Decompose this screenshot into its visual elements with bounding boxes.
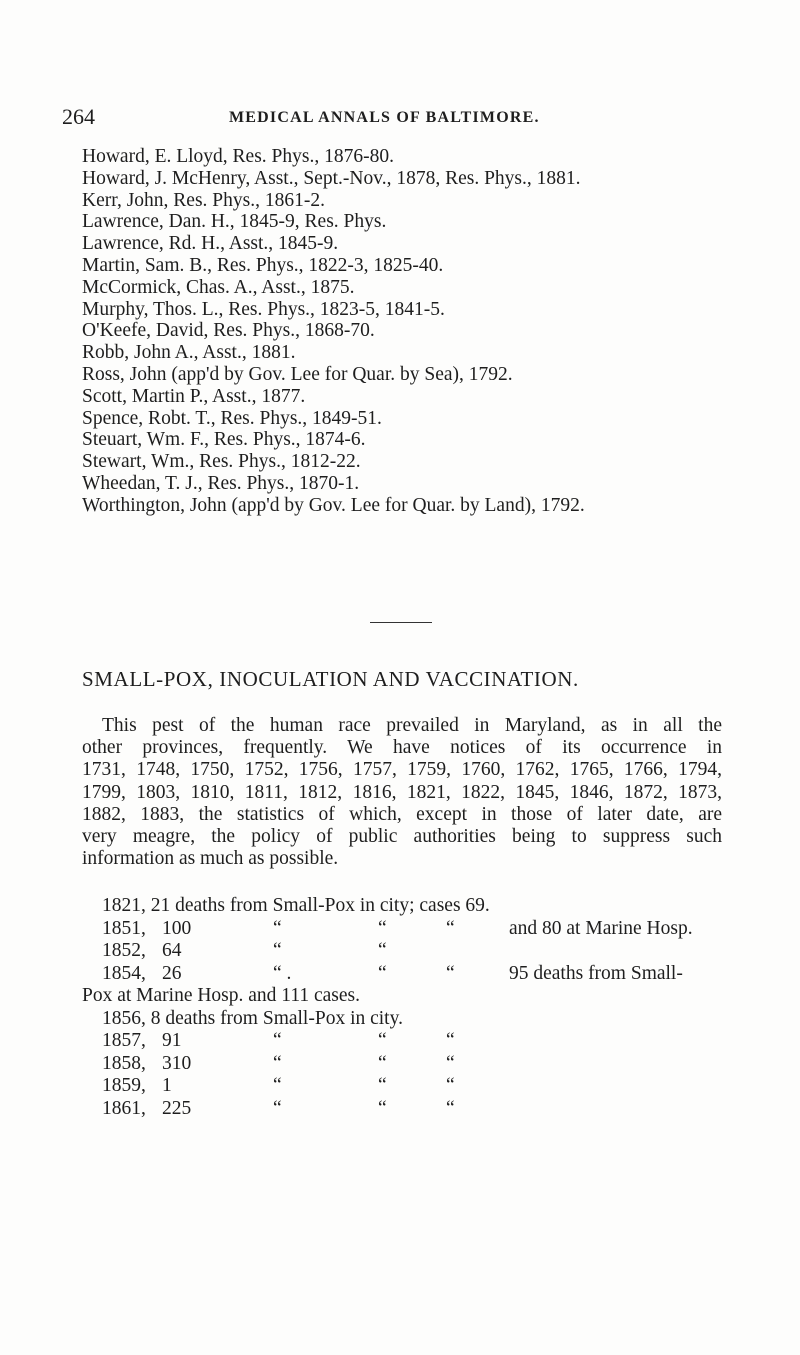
ditto-mark: “ bbox=[273, 917, 282, 939]
paragraph-line: very meagre, the policy of public authorities being to suppress such bbox=[82, 826, 722, 848]
ditto-mark: “ bbox=[446, 917, 455, 939]
stat-text: Pox at Marine Hosp. and 111 cases. bbox=[82, 985, 360, 1006]
paragraph-line: 1799, 1803, 1810, 1811, 1812, 1816, 1821, 1822, 1845, 1846, 1872, 1873, bbox=[82, 781, 722, 803]
roster-entry: Worthington, John (app'd by Gov. Lee for Quar. by Land), 1792. bbox=[82, 494, 585, 516]
section-divider-rule bbox=[370, 622, 432, 623]
roster-entry: Spence, Robt. T., Res. Phys., 1849-51. bbox=[82, 407, 382, 429]
ditto-mark: “ bbox=[273, 1075, 282, 1096]
stat-note: 95 deaths from Small- bbox=[509, 962, 683, 984]
ditto-mark: “ bbox=[378, 1030, 387, 1051]
ditto-mark: “ bbox=[446, 1097, 455, 1119]
stat-count: 310 bbox=[162, 1052, 192, 1074]
stat-text: 1856, 8 deaths from Small-Pox in city. bbox=[102, 1007, 403, 1029]
stat-year: 1851, bbox=[102, 917, 146, 939]
roster-entry: Martin, Sam. B., Res. Phys., 1822-3, 1825-40. bbox=[82, 254, 444, 276]
roster-entry: Ross, John (app'd by Gov. Lee for Quar. by Sea), 1792. bbox=[82, 363, 513, 385]
ditto-mark: “ bbox=[446, 1030, 455, 1051]
ditto-mark: “ bbox=[446, 1075, 455, 1096]
stat-line-1856 bbox=[82, 1008, 762, 1031]
stat-text: 1821, 21 deaths from Small-Pox in city; cases 69. bbox=[102, 895, 490, 916]
stat-row-1854 bbox=[82, 963, 762, 986]
paragraph-line: information as much as possible. bbox=[82, 848, 339, 870]
stat-year: 1859, bbox=[102, 1075, 146, 1096]
roster-entry: McCormick, Chas. A., Asst., 1875. bbox=[82, 276, 355, 298]
roster-entry: Howard, J. McHenry, Asst., Sept.-Nov., 1878, Res. Phys., 1881. bbox=[82, 167, 581, 189]
intro-paragraph bbox=[82, 715, 722, 870]
stat-year: 1854, bbox=[102, 962, 146, 984]
section-heading: SMALL-POX, INOCULATION AND VACCINATION. bbox=[82, 667, 579, 691]
ditto-mark: “ bbox=[273, 940, 282, 961]
roster-entry: Steuart, Wm. F., Res. Phys., 1874-6. bbox=[82, 429, 366, 451]
ditto-mark: “ bbox=[446, 1052, 455, 1074]
ditto-mark: “ bbox=[273, 1097, 282, 1119]
stat-row-1857 bbox=[82, 1030, 762, 1053]
stat-count: 64 bbox=[162, 940, 182, 961]
roster-entry: Stewart, Wm., Res. Phys., 1812-22. bbox=[82, 451, 361, 473]
ditto-mark: “ bbox=[378, 917, 387, 939]
stat-line-1821 bbox=[82, 895, 762, 918]
running-title: MEDICAL ANNALS OF BALTIMORE. bbox=[229, 109, 540, 126]
stat-count: 225 bbox=[162, 1097, 192, 1119]
stat-row-1858 bbox=[82, 1053, 762, 1076]
ditto-mark: “ bbox=[273, 1030, 282, 1051]
paragraph-line: other provinces, frequently. We have notices of its occurrence in bbox=[82, 737, 722, 759]
physician-roster bbox=[82, 146, 762, 517]
stat-row-1851 bbox=[82, 918, 762, 941]
stat-year: 1858, bbox=[102, 1052, 146, 1074]
ditto-mark: “ bbox=[273, 1052, 282, 1074]
smallpox-death-statistics bbox=[82, 895, 762, 1120]
stat-count: 1 bbox=[162, 1075, 172, 1096]
stat-count: 26 bbox=[162, 962, 182, 984]
paragraph-line: 1731, 1748, 1750, 1752, 1756, 1757, 1759, 1760, 1762, 1765, 1766, 1794, bbox=[82, 759, 722, 781]
ditto-mark: “ bbox=[378, 1075, 387, 1096]
roster-entry: Wheedan, T. J., Res. Phys., 1870-1. bbox=[82, 472, 360, 494]
stat-count: 91 bbox=[162, 1030, 182, 1051]
roster-entry: Murphy, Thos. L., Res. Phys., 1823-5, 1841-5. bbox=[82, 298, 445, 320]
roster-entry: O'Keefe, David, Res. Phys., 1868-70. bbox=[82, 320, 375, 342]
ditto-mark: “ bbox=[446, 962, 455, 984]
stat-year: 1861, bbox=[102, 1097, 146, 1119]
roster-entry: Howard, E. Lloyd, Res. Phys., 1876-80. bbox=[82, 146, 394, 167]
stat-year: 1852, bbox=[102, 940, 146, 961]
ditto-mark: “ bbox=[378, 1097, 387, 1119]
running-head bbox=[62, 104, 742, 130]
ditto-mark: “ bbox=[378, 1052, 387, 1074]
roster-entry: Robb, John A., Asst., 1881. bbox=[82, 342, 296, 364]
ditto-mark: “ . bbox=[273, 962, 292, 984]
roster-entry: Lawrence, Rd. H., Asst., 1845-9. bbox=[82, 233, 339, 255]
roster-entry: Lawrence, Dan. H., 1845-9, Res. Phys. bbox=[82, 211, 387, 233]
stat-row-1861 bbox=[82, 1098, 762, 1121]
page-number: 264 bbox=[62, 104, 95, 129]
paragraph-line: This pest of the human race prevailed in Maryland, as in all the bbox=[102, 715, 722, 736]
ditto-mark: “ bbox=[378, 940, 387, 961]
ditto-mark: “ bbox=[378, 962, 387, 984]
stat-count: 100 bbox=[162, 917, 192, 939]
roster-entry: Scott, Martin P., Asst., 1877. bbox=[82, 385, 306, 407]
stat-row-1859 bbox=[82, 1075, 762, 1098]
stat-continuation bbox=[82, 985, 762, 1008]
stat-year: 1857, bbox=[102, 1030, 146, 1051]
stat-note: and 80 at Marine Hosp. bbox=[509, 917, 693, 939]
paragraph-line: 1882, 1883, the statistics of which, except in those of later date, are bbox=[82, 803, 722, 825]
stat-row-1852 bbox=[82, 940, 762, 963]
roster-entry: Kerr, John, Res. Phys., 1861-2. bbox=[82, 189, 325, 211]
